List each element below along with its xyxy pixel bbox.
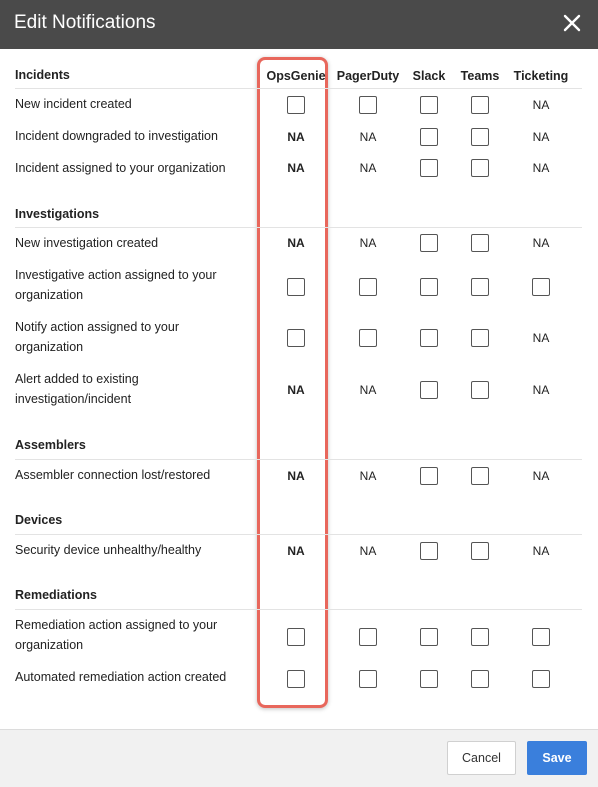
section-heading-remediations: Remediations (15, 588, 97, 602)
section-divider (15, 227, 582, 228)
section-heading-assemblers: Assemblers (15, 438, 86, 452)
slack-checkbox[interactable] (420, 234, 438, 252)
pagerduty-na-text: NA (359, 130, 377, 144)
section-divider (15, 534, 582, 535)
section-divider (15, 459, 582, 460)
slack-checkbox[interactable] (420, 542, 438, 560)
teams-checkbox[interactable] (471, 670, 489, 688)
teams-checkbox[interactable] (471, 128, 489, 146)
notification-label: Automated remediation action created (15, 670, 227, 684)
opsgenie-checkbox[interactable] (287, 628, 305, 646)
column-header-teams: Teams (460, 69, 500, 83)
ticketing-na-text: NA (532, 130, 550, 144)
notification-label: New investigation created (15, 236, 159, 250)
opsgenie-na-text: NA (287, 469, 305, 483)
ticketing-na-text: NA (532, 236, 550, 250)
pagerduty-checkbox[interactable] (359, 278, 377, 296)
teams-checkbox[interactable] (471, 234, 489, 252)
teams-checkbox[interactable] (471, 278, 489, 296)
column-header-ticketing: Ticketing (513, 69, 569, 83)
ticketing-na-text: NA (532, 98, 550, 112)
pagerduty-checkbox[interactable] (359, 670, 377, 688)
column-header-slack: Slack (412, 69, 446, 83)
section-heading-devices: Devices (15, 513, 63, 527)
section-heading-incidents: Incidents (15, 68, 70, 82)
teams-checkbox[interactable] (471, 159, 489, 177)
notification-label: Security device unhealthy/healthy (15, 543, 202, 557)
ticketing-na-text: NA (532, 544, 550, 558)
opsgenie-na-text: NA (287, 383, 305, 397)
opsgenie-checkbox[interactable] (287, 329, 305, 347)
opsgenie-na-text: NA (287, 130, 305, 144)
ticketing-na-text: NA (532, 331, 550, 345)
teams-checkbox[interactable] (471, 381, 489, 399)
opsgenie-checkbox[interactable] (287, 96, 305, 114)
pagerduty-na-text: NA (359, 469, 377, 483)
column-header-pagerduty: PagerDuty (336, 69, 400, 83)
ticketing-checkbox[interactable] (532, 670, 550, 688)
opsgenie-checkbox[interactable] (287, 670, 305, 688)
notification-label: Incident downgraded to investigation (15, 129, 218, 143)
cancel-button[interactable]: Cancel (447, 741, 516, 775)
teams-checkbox[interactable] (471, 542, 489, 560)
pagerduty-na-text: NA (359, 161, 377, 175)
pagerduty-checkbox[interactable] (359, 628, 377, 646)
notification-label: Remediation action assigned to your organization (15, 618, 218, 652)
section-divider (15, 88, 582, 89)
ticketing-checkbox[interactable] (532, 628, 550, 646)
opsgenie-na-text: NA (287, 161, 305, 175)
teams-checkbox[interactable] (471, 467, 489, 485)
teams-checkbox[interactable] (471, 628, 489, 646)
notification-label: Alert added to existing investigation/incident (15, 372, 139, 406)
ticketing-na-text: NA (532, 161, 550, 175)
slack-checkbox[interactable] (420, 96, 438, 114)
pagerduty-na-text: NA (359, 236, 377, 250)
notification-label: New incident created (15, 97, 132, 111)
slack-checkbox[interactable] (420, 467, 438, 485)
pagerduty-na-text: NA (359, 544, 377, 558)
slack-checkbox[interactable] (420, 159, 438, 177)
section-heading-investigations: Investigations (15, 207, 100, 221)
slack-checkbox[interactable] (420, 278, 438, 296)
opsgenie-checkbox[interactable] (287, 278, 305, 296)
notification-label: Incident assigned to your organization (15, 161, 226, 175)
teams-checkbox[interactable] (471, 329, 489, 347)
ticketing-na-text: NA (532, 469, 550, 483)
ticketing-checkbox[interactable] (532, 278, 550, 296)
dialog-footer (0, 729, 598, 787)
notification-label: Assembler connection lost/restored (15, 468, 211, 482)
notification-label: Notify action assigned to your organization (15, 320, 179, 354)
slack-checkbox[interactable] (420, 381, 438, 399)
slack-checkbox[interactable] (420, 128, 438, 146)
teams-checkbox[interactable] (471, 96, 489, 114)
column-header-opsgenie: OpsGenie (266, 69, 326, 83)
section-divider (15, 609, 582, 610)
dialog-titlebar (0, 0, 598, 49)
slack-checkbox[interactable] (420, 329, 438, 347)
close-icon[interactable] (560, 11, 584, 35)
opsgenie-na-text: NA (287, 236, 305, 250)
opsgenie-na-text: NA (287, 544, 305, 558)
notification-label: Investigative action assigned to your organization (15, 268, 217, 302)
slack-checkbox[interactable] (420, 670, 438, 688)
dialog-title: Edit Notifications (14, 12, 156, 33)
pagerduty-checkbox[interactable] (359, 329, 377, 347)
ticketing-na-text: NA (532, 383, 550, 397)
pagerduty-checkbox[interactable] (359, 96, 377, 114)
pagerduty-na-text: NA (359, 383, 377, 397)
slack-checkbox[interactable] (420, 628, 438, 646)
save-button[interactable]: Save (527, 741, 587, 775)
